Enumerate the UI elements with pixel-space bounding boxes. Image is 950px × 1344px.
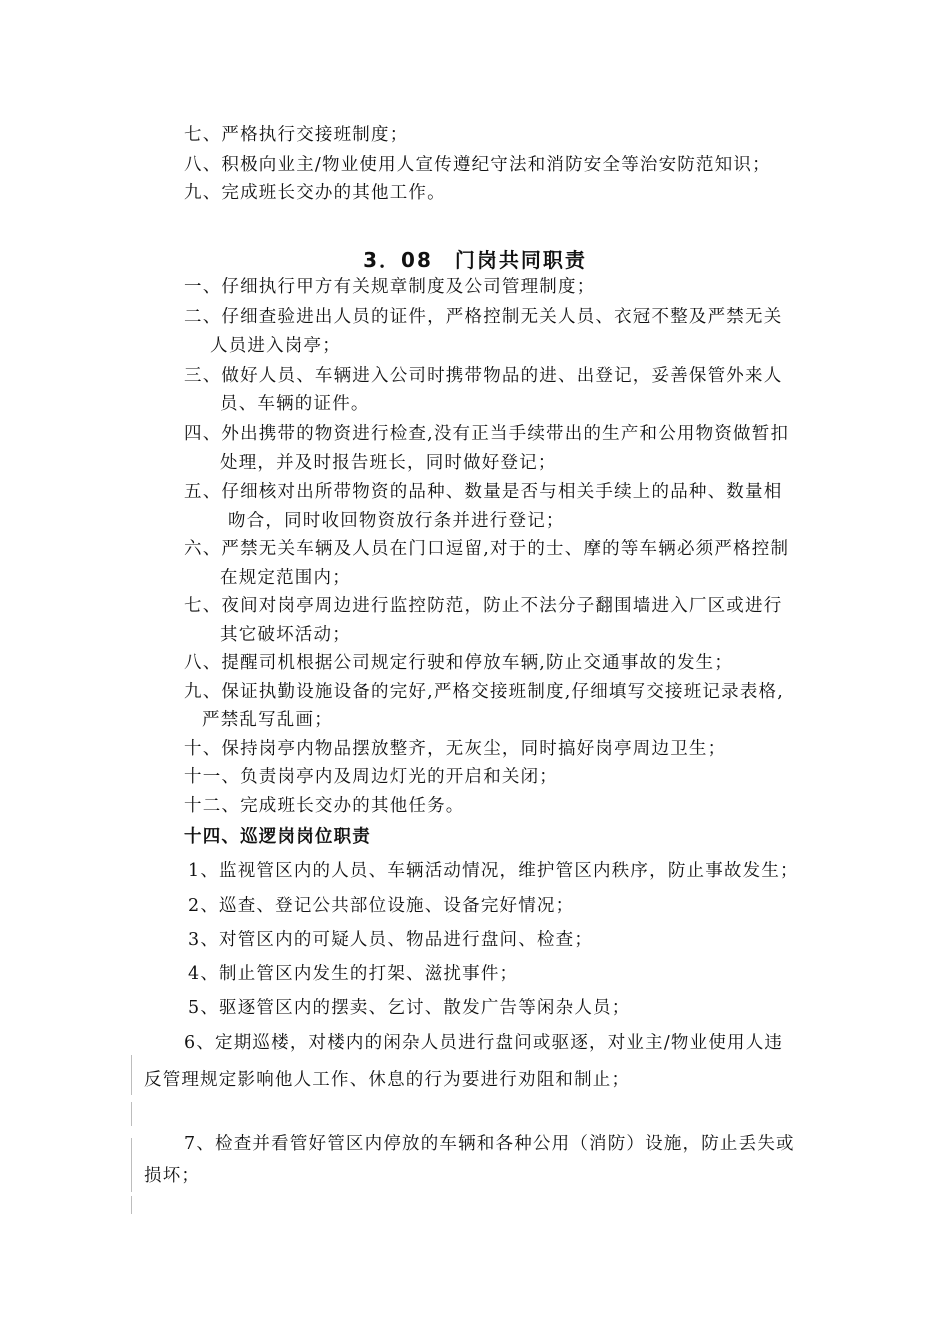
gate-item-7: 七、夜间对岗亭周边进行监控防范，防止不法分子翻围墙进入厂区或进行 — [184, 596, 783, 616]
patrol-item-2: 2、巡查、登记公共部位设施、设备完好情况； — [188, 896, 575, 916]
gate-item-7-cont: 其它破坏活动； — [220, 625, 351, 645]
patrol-item-3: 3、对管区内的可疑人员、物品进行盘问、检查； — [188, 930, 594, 950]
gate-item-4: 四、外出携带的物资进行检查,没有正当手续带出的生产和公用物资做暂扣 — [184, 424, 790, 444]
patrol-item-6-cont: 反管理规定影响他人工作、休息的行为要进行劝阻和制止； — [144, 1070, 631, 1090]
gate-item-1: 一、仔细执行甲方有关规章制度及公司管理制度； — [184, 277, 596, 297]
margin-bar — [131, 1196, 132, 1214]
gate-item-9-cont: 严禁乱写乱画； — [202, 710, 333, 730]
margin-bar — [131, 1102, 132, 1126]
margin-bar — [131, 1055, 132, 1095]
gate-item-3-cont: 员、车辆的证件。 — [220, 394, 370, 414]
gate-item-8: 八、提醒司机根据公司规定行驶和停放车辆,防止交通事故的发生； — [184, 653, 734, 673]
patrol-item-5: 5、驱逐管区内的摆卖、乞讨、散发广告等闲杂人员； — [188, 998, 631, 1018]
gate-item-11: 十一、负责岗亭内及周边灯光的开启和关闭； — [184, 767, 558, 787]
gate-item-12: 十二、完成班长交办的其他任务。 — [184, 796, 465, 816]
patrol-item-4: 4、制止管区内发生的打架、滋扰事件； — [188, 964, 519, 984]
gate-item-9: 九、保证执勤设施设备的完好,严格交接班制度,仔细填写交接班记录表格, — [184, 682, 784, 702]
gate-item-4-cont: 处理，并及时报告班长，同时做好登记； — [220, 453, 557, 473]
gate-item-6: 六、严禁无关车辆及人员在门口逗留,对于的士、摩的等车辆必须严格控制 — [184, 539, 790, 559]
gate-item-5: 五、仔细核对出所带物资的品种、数量是否与相关手续上的品种、数量相 — [184, 482, 783, 502]
patrol-heading: 十四、巡逻岗岗位职责 — [184, 827, 371, 847]
duty-item-8: 八、积极向业主/物业使用人宣传遵纪守法和消防安全等治安防范知识； — [184, 155, 771, 175]
section-title: 3．08 门岗共同职责 — [363, 248, 587, 272]
gate-item-3: 三、做好人员、车辆进入公司时携带物品的进、出登记，妥善保管外来人 — [184, 366, 783, 386]
duty-item-7: 七、严格执行交接班制度； — [184, 125, 409, 145]
patrol-item-1: 1、监视管区内的人员、车辆活动情况，维护管区内秩序，防止事故发生； — [188, 861, 799, 881]
margin-bar — [131, 1138, 132, 1192]
patrol-item-7-cont: 损坏； — [144, 1166, 201, 1186]
gate-item-2-cont: 人员进入岗亭； — [210, 336, 341, 356]
gate-item-2: 二、仔细查验进出人员的证件，严格控制无关人员、衣冠不整及严禁无关 — [184, 307, 783, 327]
patrol-item-6: 6、定期巡楼，对楼内的闲杂人员进行盘问或驱逐，对业主/物业使用人违 — [184, 1033, 784, 1053]
gate-item-5-cont: 吻合，同时收回物资放行条并进行登记； — [228, 511, 565, 531]
duty-item-9: 九、完成班长交办的其他工作。 — [184, 183, 446, 203]
gate-item-6-cont: 在规定范围内； — [220, 568, 351, 588]
patrol-item-7: 7、检查并看管好管区内停放的车辆和各种公用（消防）设施，防止丢失或 — [184, 1134, 795, 1154]
gate-item-10: 十、保持岗亭内物品摆放整齐，无灰尘，同时搞好岗亭周边卫生； — [184, 739, 727, 759]
